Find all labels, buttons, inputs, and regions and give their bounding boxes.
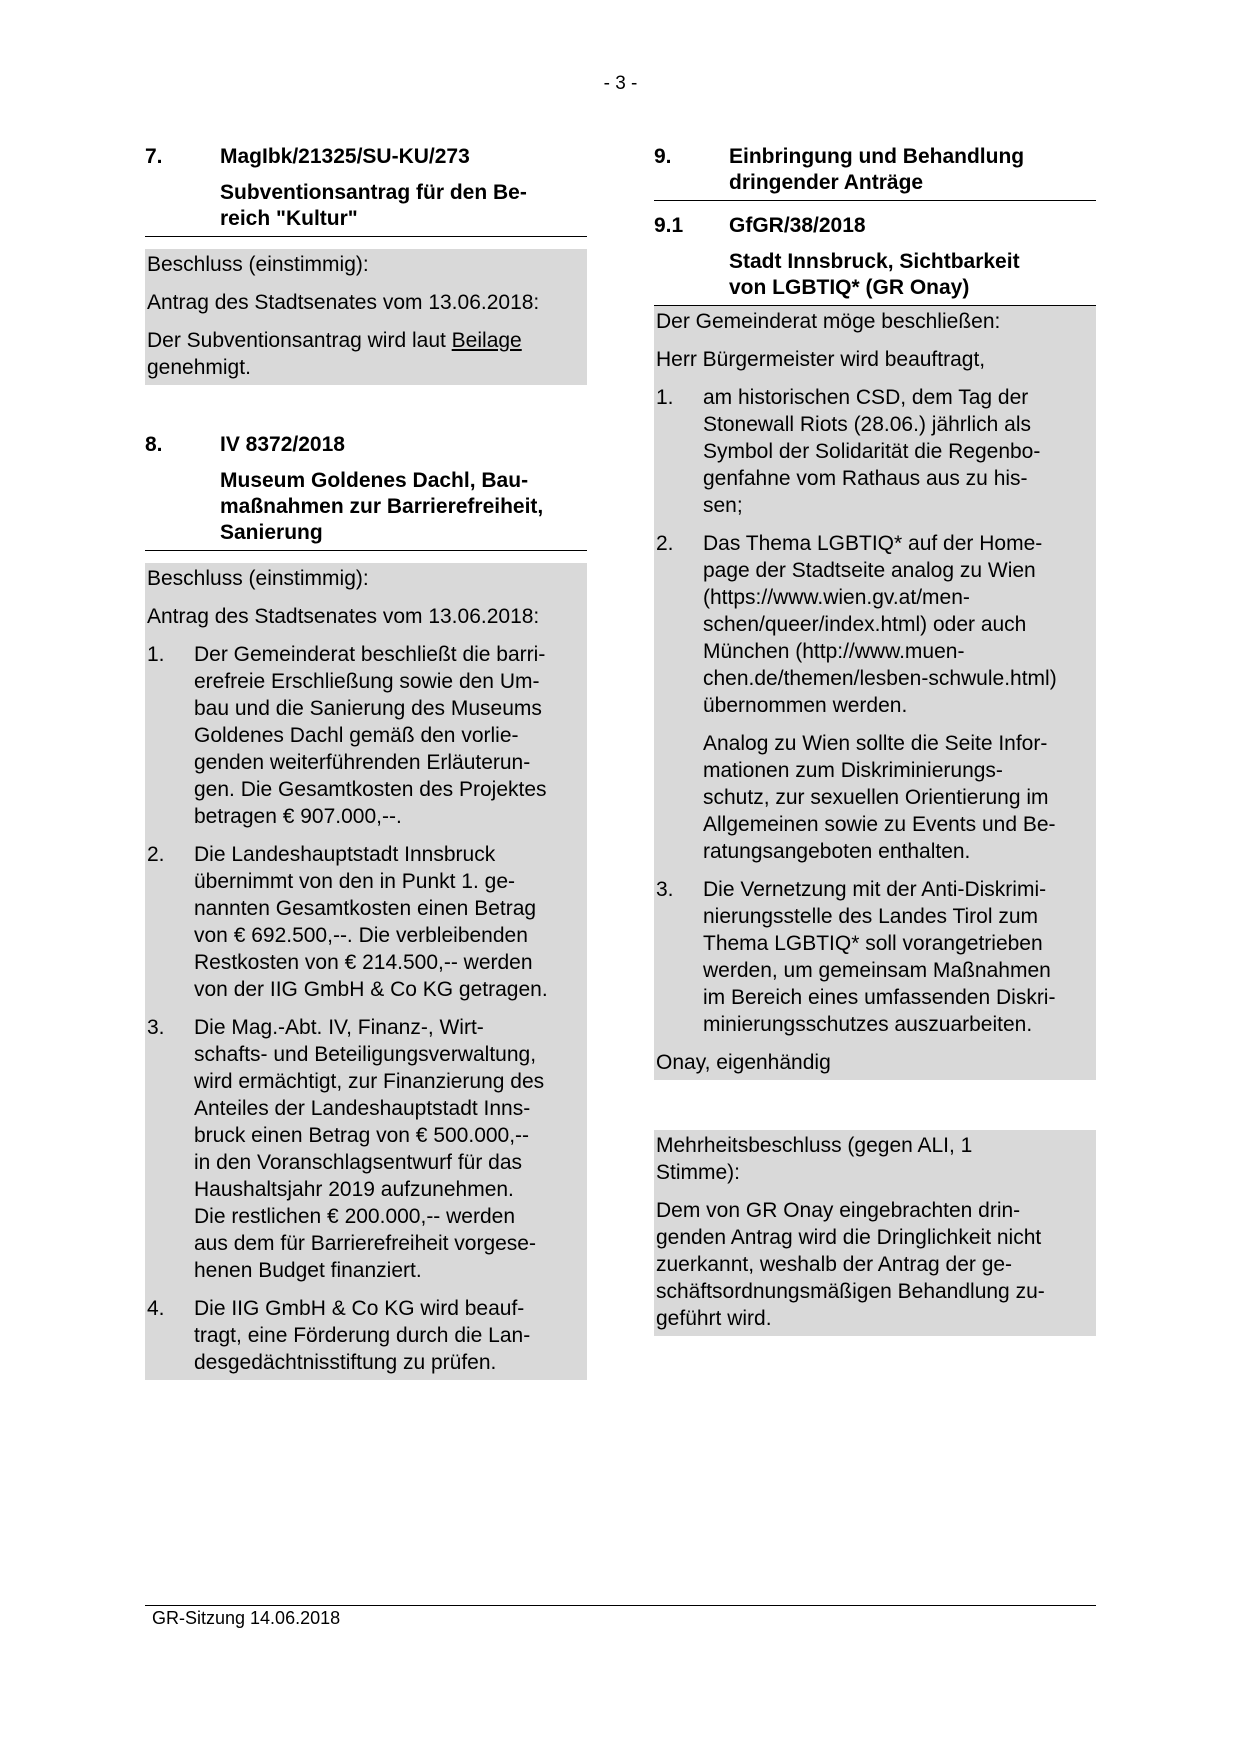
text-line: page der Stadtseite analog zu Wien — [703, 559, 1036, 582]
text-line: Anteiles der Landeshauptstadt Inns- — [194, 1097, 531, 1120]
section-7-antrag: Antrag des Stadtsenates vom 13.06.2018: — [147, 291, 540, 314]
text-line: Goldenes Dachl gemäß den vorlie- — [194, 724, 519, 747]
section-8-number: 8. — [145, 433, 163, 456]
beilage-link[interactable]: Beilage — [451, 329, 522, 352]
text-line: am historischen CSD, dem Tag der — [703, 386, 1029, 409]
text-line: von € 692.500,--. Die verbleibenden — [194, 924, 528, 947]
text-line: Die IIG GmbH & Co KG wird beauf- — [194, 1297, 525, 1320]
text-line: übernimmt von den in Punkt 1. ge- — [194, 870, 516, 893]
text-line: Symbol der Solidarität die Regenbo- — [703, 440, 1041, 463]
text-line: ratungsangeboten enthalten. — [703, 840, 971, 863]
list-item-number: 2. — [656, 532, 674, 555]
list-item-text — [703, 876, 1094, 1038]
list-item — [147, 641, 585, 830]
text-line: Thema LGBTIQ* soll vorangetrieben — [703, 932, 1043, 955]
list-item-text — [194, 841, 585, 1003]
section-9-number: 9. — [654, 145, 672, 168]
list-item-number: 1. — [147, 643, 165, 666]
text-line: Mehrheitsbeschluss (gegen ALI, 1 — [656, 1134, 973, 1157]
text-line: von der IIG GmbH & Co KG getragen. — [194, 978, 548, 1001]
text-line: bruck einen Betrag von € 500.000,-- — [194, 1124, 530, 1147]
section-8-header — [145, 432, 587, 551]
section-7-header — [145, 144, 587, 237]
section-9-1-title: Stadt Innsbruck, Sichtbarkeit von LGBTIQ* (GR Onay) — [729, 250, 1020, 299]
text-line: Dem von GR Onay eingebrachten drin- — [656, 1199, 1021, 1222]
text-line: Analog zu Wien sollte die Seite Infor- — [703, 732, 1048, 755]
section-9-1-mandate: Herr Bürgermeister wird beauftragt, — [656, 348, 986, 371]
text-line: werden, um gemeinsam Maßnahmen — [703, 959, 1051, 982]
section-7-beschluss: Beschluss (einstimmig): — [147, 253, 369, 276]
text-line: schafts- und Beteiligungsverwaltung, — [194, 1043, 537, 1066]
section-9-header — [654, 144, 1096, 201]
text-line: in den Voranschlagsentwurf für das — [194, 1151, 523, 1174]
text-line: schäftsordnungsmäßigen Behandlung zu- — [656, 1280, 1045, 1303]
list-item-number: 4. — [147, 1297, 165, 1320]
text-line: Restkosten von € 214.500,-- werden — [194, 951, 533, 974]
text-line: minierungsschutzes auszuarbeiten. — [703, 1013, 1033, 1036]
list-item — [656, 530, 1094, 865]
section-9-1-number: 9.1 — [654, 214, 684, 237]
text-line: nierungsstelle des Landes Tirol zum — [703, 905, 1039, 928]
text-line: sen; — [703, 494, 743, 517]
text-line: Das Thema LGBTIQ* auf der Home- — [703, 532, 1043, 555]
section-9-title: Einbringung und Behandlung dringender Anträge — [729, 145, 1025, 194]
section-7-body — [145, 249, 587, 385]
text-line: tragt, eine Förderung durch die Lan- — [194, 1324, 531, 1347]
left-column — [145, 144, 587, 1380]
text-line: Die restlichen € 200.000,-- werden — [194, 1205, 516, 1228]
text-line: nannten Gesamtkosten einen Betrag — [194, 897, 537, 920]
text-line: (https://www.wien.gv.at/men- — [703, 586, 970, 609]
section-8-code: IV 8372/2018 — [220, 433, 345, 456]
decision-box — [654, 1130, 1096, 1336]
text-line: desgedächtnisstiftung zu prüfen. — [194, 1351, 497, 1374]
text-line: übernommen werden. — [703, 694, 908, 717]
section-8-title: Museum Goldenes Dachl, Bau- maßnahmen zur Barrierefreiheit, Sanierung — [220, 469, 544, 544]
decision-heading — [656, 1132, 1094, 1186]
text-line: Die Landeshauptstadt Innsbruck — [194, 843, 496, 866]
section-9-1-body — [654, 306, 1096, 1080]
text-line: chen.de/themen/lesben-schwule.html) — [703, 667, 1057, 690]
list-item-text — [703, 384, 1094, 519]
right-column — [654, 144, 1096, 1336]
text-line: genfahne vom Rathaus aus zu his- — [703, 467, 1028, 490]
list-item-text — [194, 1014, 585, 1284]
section-9-1-list — [656, 384, 1094, 1038]
text-line: schen/queer/index.html) oder auch — [703, 613, 1027, 636]
footer-text: GR-Sitzung 14.06.2018 — [152, 1608, 341, 1628]
text-line: Der Gemeinderat beschließt die barri- — [194, 643, 546, 666]
section-8-body — [145, 563, 587, 1380]
text-line: schutz, zur sexuellen Orientierung im — [703, 786, 1049, 809]
list-item — [656, 876, 1094, 1038]
footer-divider — [145, 1605, 1096, 1606]
section-9-1-code: GfGR/38/2018 — [729, 214, 866, 237]
section-7-number: 7. — [145, 145, 163, 168]
list-item-number: 1. — [656, 386, 674, 409]
text-line: geführt wird. — [656, 1307, 772, 1330]
text-line: Die Mag.-Abt. IV, Finanz-, Wirt- — [194, 1016, 484, 1039]
list-item-number: 2. — [147, 843, 165, 866]
section-7-text: Der Subventionsantrag wird laut Beilage genehmigt. — [147, 329, 522, 379]
text-line: Die Vernetzung mit der Anti-Diskrimi- — [703, 878, 1047, 901]
text-line: erefreie Erschließung sowie den Um- — [194, 670, 540, 693]
text-line: henen Budget finanziert. — [194, 1259, 422, 1282]
signature: Onay, eigenhändig — [656, 1051, 831, 1074]
text-line: Stimme): — [656, 1161, 740, 1184]
text-line: aus dem für Barrierefreiheit vorgese- — [194, 1232, 536, 1255]
section-9-1-header — [654, 213, 1096, 306]
list-item-number: 3. — [147, 1016, 165, 1039]
list-item-text — [703, 530, 1094, 865]
list-item-text — [194, 1295, 585, 1376]
section-8-list — [147, 641, 585, 1376]
list-item — [147, 1014, 585, 1284]
list-item-text — [194, 641, 585, 830]
section-9-1-intro: Der Gemeinderat möge beschließen: — [656, 310, 1001, 333]
section-8-antrag: Antrag des Stadtsenates vom 13.06.2018: — [147, 605, 540, 628]
text-line: Haushaltsjahr 2019 aufzunehmen. — [194, 1178, 514, 1201]
section-8-beschluss: Beschluss (einstimmig): — [147, 567, 369, 590]
list-item — [147, 841, 585, 1003]
text-line: gen. Die Gesamtkosten des Projektes — [194, 778, 547, 801]
text-line: München (http://www.muen- — [703, 640, 965, 663]
decision-text — [656, 1197, 1094, 1332]
list-item-number: 3. — [656, 878, 674, 901]
text-line: bau und die Sanierung des Museums — [194, 697, 542, 720]
text-line: Allgemeinen sowie zu Events und Be- — [703, 813, 1056, 836]
page-number: - 3 - — [603, 73, 638, 94]
text-line: genden Antrag wird die Dringlichkeit nicht — [656, 1226, 1042, 1249]
text-line: im Bereich eines umfassenden Diskri- — [703, 986, 1056, 1009]
list-item — [147, 1295, 585, 1376]
list-item — [656, 384, 1094, 519]
text-line: betragen € 907.000,--. — [194, 805, 402, 828]
section-7-code: MagIbk/21325/SU-KU/273 — [220, 145, 470, 168]
text-line: genden weiterführenden Erläuterun- — [194, 751, 531, 774]
text-line: mationen zum Diskriminierungs- — [703, 759, 1003, 782]
text-line: wird ermächtigt, zur Finanzierung des — [194, 1070, 545, 1093]
text-line: Stonewall Riots (28.06.) jährlich als — [703, 413, 1031, 436]
section-7-title: Subventionsantrag für den Be- reich "Kultur" — [220, 181, 527, 230]
text-line: zuerkannt, weshalb der Antrag der ge- — [656, 1253, 1013, 1276]
